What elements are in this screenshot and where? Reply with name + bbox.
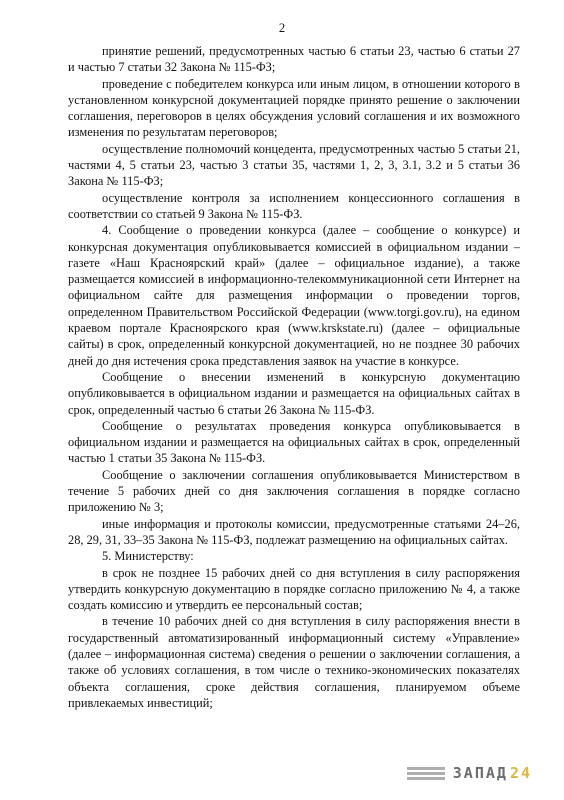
paragraph-amendments-notice: Сообщение о внесении изменений в конкурсную документацию опубликовывается в официальном издании и размещается на официальных сайтах в срок, определенный частью 6 статьи 26 Закона № 115-ФЗ.: [68, 369, 520, 417]
page-number: 2: [278, 21, 286, 35]
paragraph-results-notice: Сообщение о результатах проведения конкурса опубликовывается в официальном издании и размещается на официальных сайтах в срок, определенный частью 1 статьи 35 Закона № 115-ФЗ.: [68, 418, 520, 466]
watermark-text-part-a: ЗАПАД: [452, 764, 508, 782]
paragraph-control: осуществление контроля за исполнением концессионного соглашения в соответствии со статьей 9 Закона № 115-ФЗ.: [68, 190, 520, 221]
paragraph-decision-making: принятие решений, предусмотренных частью 6 статьи 23, частью 6 статьи 27 и частью 7 статьи 32 Закона № 115-ФЗ;: [68, 44, 520, 75]
paragraph-section-5: 5. Министерству:: [102, 549, 194, 564]
paragraph-information-system: в течение 10 рабочих дней со дня вступления в силу распоряжения внести в государственный автоматизированный информационный систему «Управление» (далее – информационная система) сведения о решении о заключении соглашения, а также об условиях соглашения, в том числе о технико-экономических показателях объекта соглашения, сроке действия соглашения, планируемом объеме привлекаемых инвестиций;: [68, 614, 520, 710]
paragraph-negotiations: проведение с победителем конкурса или иным лицом, в отношении которого в установленном конкурсной документацией порядке принято решение о заключении соглашения, переговоров в целях обсуждения условий соглашения и их возможного изменения по результатам переговоров;: [68, 76, 520, 140]
paragraph-approve-documentation: в срок не позднее 15 рабочих дней со дня вступления в силу распоряжения утвердить конкурсную документацию в порядке согласно приложению № 4, а также создать комиссию и утвердить ее персональный состав;: [68, 565, 520, 613]
paragraph-grantor-powers: осуществление полномочий концедента, предусмотренных частью 5 статьи 21, частями 4, 5 статьи 23, частью 3 статьи 35, частями 1, 2, 3, 3.1, 3.2 и 5 статьи 36 Закона № 115-ФЗ;: [68, 141, 520, 189]
paragraph-section-4: 4. Сообщение о проведении конкурса (далее – сообщение о конкурсе) и конкурсная документация опубликовывается комиссией в официальном издании – газете «Наш Красноярский край» (далее – официальное издание), а также размещается комиссией в информационно-телекоммуникационной сети Интернет на официальном сайте для размещения информации о проведении торгов, определенном Правительством Российской Федерации (www.torgi.gov.ru), на едином краевом портале Красноярского края (www.krskstate.ru) (далее – официальные сайты) в срок, определенный конкурсной документацией, но не позднее 30 рабочих дней до дня истечения срока представления заявок на участие в конкурсе.: [68, 223, 520, 368]
watermark-stripes-icon: [407, 772, 445, 775]
document-body: [68, 43, 520, 711]
watermark-text-part-b: 24: [509, 764, 532, 782]
paragraph-other-info: иные информация и протоколы комиссии, предусмотренные статьями 24–26, 28, 29, 31, 33–35 Закона № 115-ФЗ, подлежат размещению на официальных сайтах.: [68, 516, 520, 547]
paragraph-conclusion-notice: Сообщение о заключении соглашения опубликовывается Министерством в течение 5 рабочих дней со дня заключения соглашения в порядке согласно приложению № 3;: [68, 467, 520, 515]
site-watermark-logo: [407, 764, 532, 782]
